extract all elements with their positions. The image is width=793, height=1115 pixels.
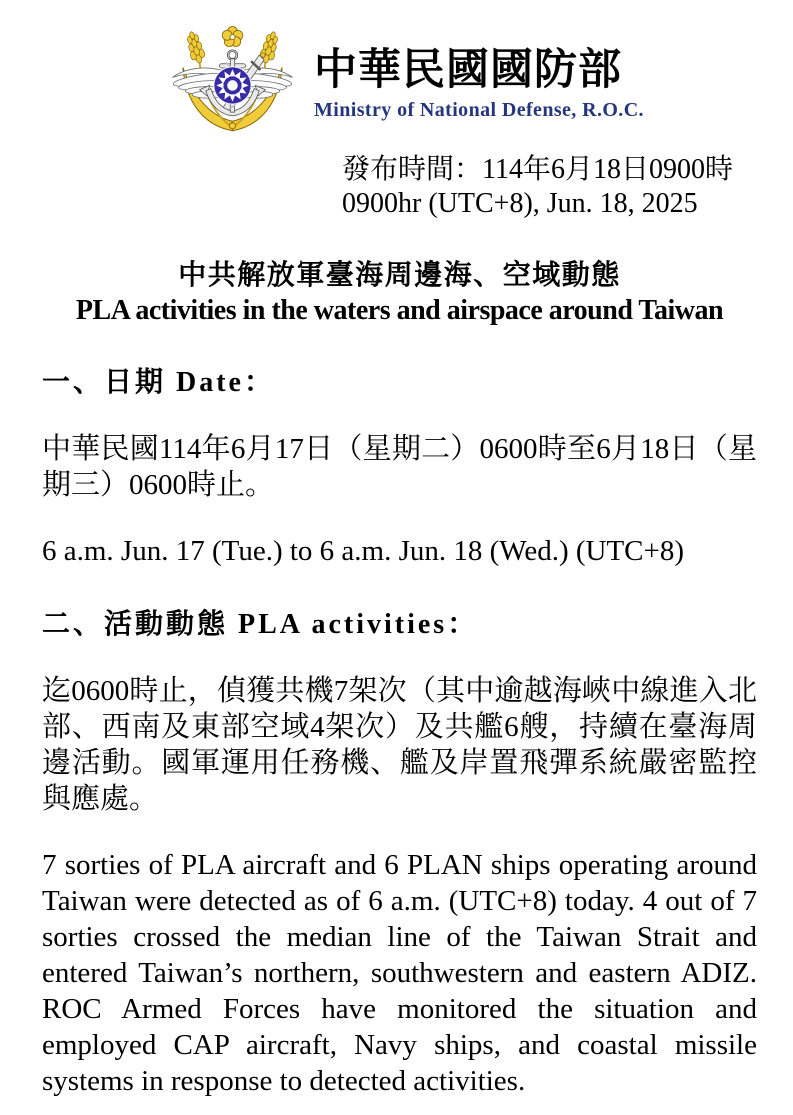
mnd-masthead xyxy=(48,24,757,145)
section-date xyxy=(42,365,757,569)
date-paragraph-zh: 中華民國114年6月17日（星期二）0600時至6月18日（星期三）0600時止。 xyxy=(42,433,757,501)
section-activities-heading: 二、活動動態 PLA activities： xyxy=(42,609,479,640)
mnd-emblem xyxy=(161,24,304,145)
wreath-tie xyxy=(229,123,235,129)
org-name-block xyxy=(314,47,644,121)
release-time-en: 0900hr (UTC+8), Jun. 18, 2025 xyxy=(342,188,698,219)
section-activities xyxy=(42,607,757,1099)
plum-blossom-icon xyxy=(222,26,243,46)
release-time-zh: 發布時間：114年6月18日0900時 xyxy=(342,154,733,185)
org-name-zh: 中華民國國防部 xyxy=(314,47,623,95)
org-name-en: Ministry of National Defense, R.O.C. xyxy=(314,98,644,121)
activities-paragraph-en: 7 sorties of PLA aircraft and 6 PLAN ships operating around Taiwan were detected as of 6 a.m. (UTC+8) today. 4 out of 7 sorties crossed the median line of the Taiwan Strait and entered Taiwan’s northern, southwestern and eastern ADIZ. ROC Armed Forces have monitored the situation and employed CAP aircraft, Navy ships, and coastal missile systems in response to detected activities. xyxy=(42,849,757,1097)
date-paragraph-en: 6 a.m. Jun. 17 (Tue.) to 6 a.m. Jun. 18 (Wed.) (UTC+8) xyxy=(42,535,685,567)
roc-sun-disc-icon xyxy=(214,67,251,104)
release-time xyxy=(342,153,757,221)
document-title xyxy=(42,253,757,327)
section-date-heading: 一、日期 Date： xyxy=(42,367,275,398)
activities-paragraph-zh: 迄0600時止，偵獲共機7架次（其中逾越海峽中線進入北部、西南及東部空域4架次）及共艦6艘，持續在臺海周邊活動。國軍運用任務機、艦及岸置飛彈系統嚴密監控與應處。 xyxy=(42,675,757,815)
doc-title-en: PLA activities in the waters and airspace around Taiwan xyxy=(75,295,724,326)
doc-title-zh: 中共解放軍臺海周邊海、空域動態 xyxy=(178,260,621,291)
wheat-ear-left xyxy=(184,30,207,65)
